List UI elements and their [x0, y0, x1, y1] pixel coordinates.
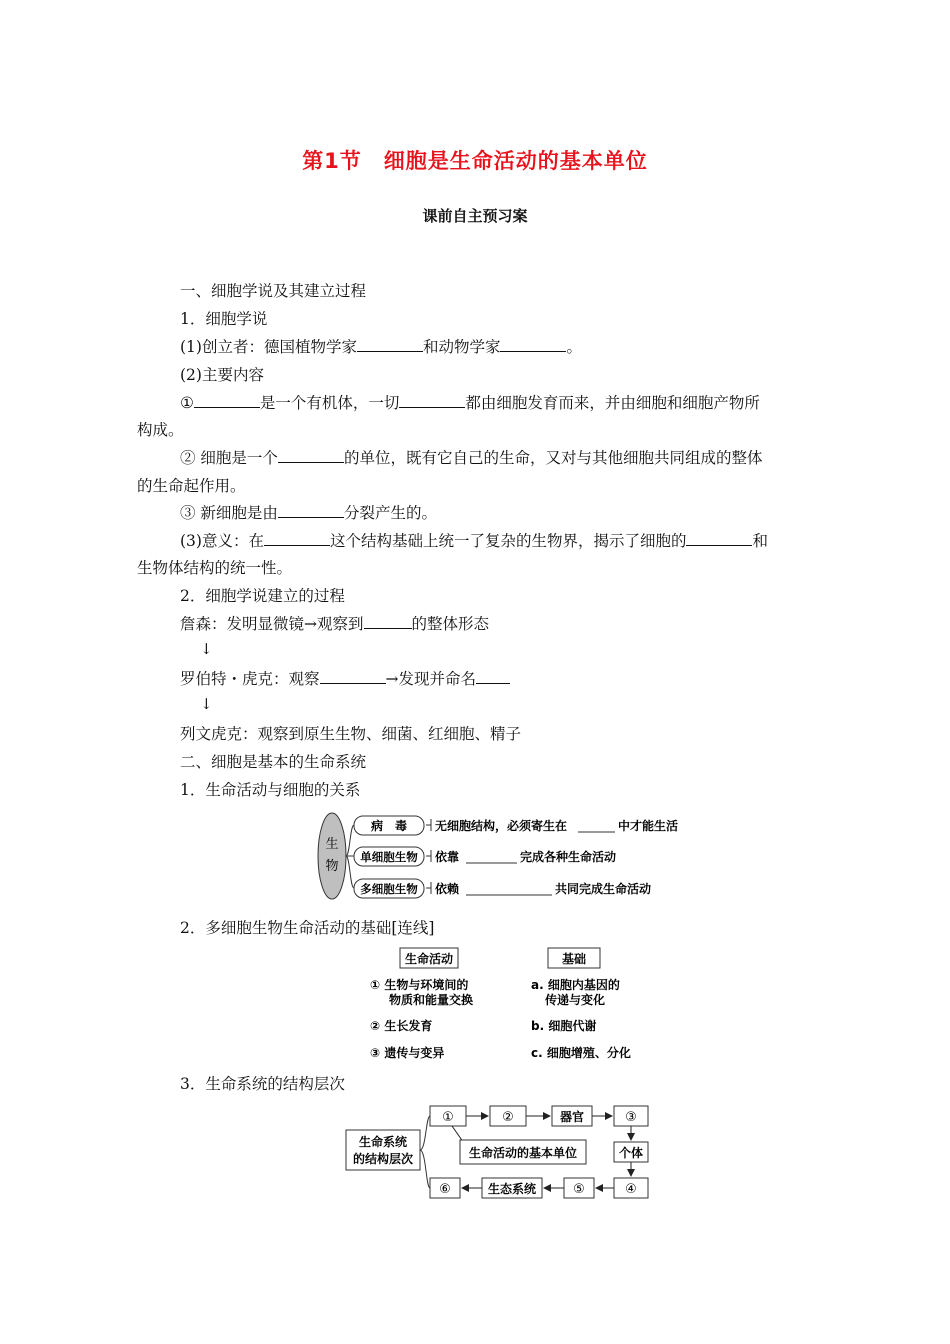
multicellular-text-a: 依赖 [435, 882, 460, 896]
left-item-1-line2: 物质和能量交换 [389, 993, 474, 1007]
level-organ: 器官 [559, 1110, 585, 1124]
text: 分裂产生的。 [343, 504, 437, 522]
text: (1)创立者：德国植物学家 [180, 338, 357, 356]
paragraph-significance-cont: 生物体结构的统一性。 [137, 559, 293, 577]
right-header: 基础 [561, 952, 587, 966]
fill-blank[interactable] [194, 393, 260, 408]
level-5: ⑤ [573, 1182, 585, 1197]
label-multicellular: 多细胞生物 [360, 882, 418, 896]
text: 和动物学家 [422, 338, 501, 356]
fill-blank[interactable] [320, 669, 386, 684]
bracket [426, 882, 431, 894]
fill-blank[interactable] [278, 503, 344, 518]
right-item-a-line2: 传递与变化 [545, 993, 606, 1007]
left-item-2: ② 生长发育 [370, 1019, 433, 1033]
unicellular-text-a: 依靠 [435, 850, 460, 864]
center-ellipse [318, 813, 346, 899]
page-title: 第1节 细胞是生命活动的基本单位 [302, 149, 648, 173]
right-item-b: b. 细胞代谢 [531, 1019, 597, 1033]
fill-blank[interactable] [364, 614, 412, 629]
label-virus: 病 毒 [370, 819, 408, 833]
subheading-main-content: (2)主要内容 [180, 366, 264, 384]
fill-blank[interactable] [500, 337, 566, 352]
section-heading-2: 二、细胞是基本的生命系统 [180, 753, 367, 771]
text: →发现并命名 [385, 670, 477, 688]
center-label-2: 物 [325, 859, 339, 874]
note-basic-unit: 生命活动的基本单位 [468, 1146, 578, 1160]
text: 。 [566, 338, 582, 356]
text: 是一个有机体，一切 [259, 394, 400, 412]
branch-line [346, 825, 354, 856]
center-label-1: 生 [325, 837, 339, 852]
text: ③ 新细胞是由 [180, 504, 278, 522]
fill-blank[interactable] [278, 448, 344, 463]
text: 罗伯特・虎克：观察 [180, 670, 320, 688]
paragraph-point-3 [180, 503, 437, 523]
root-line1: 生命系统 [358, 1135, 408, 1149]
virus-text-a: 无细胞结构，必须寄生在 [435, 819, 568, 833]
fill-blank[interactable] [357, 337, 423, 352]
fill-blank[interactable] [686, 531, 752, 546]
subheading-history: 2．细胞学说建立的过程 [180, 587, 345, 605]
subheading-cell-theory: 1．细胞学说 [180, 310, 268, 328]
paragraph-point-2-cont: 的生命起作用。 [137, 477, 246, 495]
text: 的单位，既有它自己的生命，又对与其他细胞共同组成的整体 [343, 449, 763, 467]
level-4: ④ [625, 1182, 637, 1197]
level-2: ② [502, 1110, 514, 1125]
paragraph-point-2 [180, 448, 762, 468]
paragraph-founders [180, 337, 582, 357]
fill-blank[interactable] [476, 669, 510, 684]
left-header: 生命活动 [404, 952, 454, 966]
level-individual: 个体 [618, 1146, 644, 1160]
root-line2: 的结构层次 [352, 1152, 414, 1166]
text: 这个结构基础上统一了复杂的生物界，揭示了细胞的 [329, 532, 687, 550]
left-item-1-line1: ① 生物与环境间的 [370, 978, 469, 992]
subheading-matching: 2．多细胞生物生命活动的基础[连线] [180, 919, 435, 937]
unicellular-text-b: 完成各种生命活动 [520, 850, 617, 864]
right-item-a-line1: a. 细胞内基因的 [531, 978, 620, 992]
history-step-leeuwenhoek: 列文虎克：观察到原生生物、细菌、红细胞、精子 [180, 725, 522, 743]
text: 和 [752, 532, 768, 550]
page-subtitle: 课前自主预习案 [422, 207, 528, 225]
branch-line [420, 1116, 430, 1150]
text: 詹森：发明显微镜→观察到 [180, 615, 364, 633]
left-item-3: ③ 遗传与变异 [370, 1046, 445, 1060]
down-arrow-icon: ↓ [200, 695, 213, 713]
multicellular-text-b: 共同完成生命活动 [555, 882, 652, 896]
level-3: ③ [625, 1110, 637, 1125]
branch-line [420, 1150, 430, 1188]
text: 都由细胞发育而来，并由细胞和细胞产物所 [465, 394, 760, 412]
section-heading-1: 一、细胞学说及其建立过程 [180, 282, 367, 300]
text: 的整体形态 [411, 615, 490, 633]
organism-cell-diagram [314, 810, 694, 902]
paragraph-point-1 [180, 393, 760, 413]
branch-line [346, 856, 354, 888]
level-ecosystem: 生态系统 [487, 1182, 537, 1196]
subheading-relation: 1．生命活动与细胞的关系 [180, 781, 361, 799]
text: ① [180, 394, 194, 412]
down-arrow-icon: ↓ [200, 640, 213, 658]
fill-blank[interactable] [399, 393, 465, 408]
history-step-hooke [180, 669, 510, 689]
label-unicellular: 单细胞生物 [360, 850, 418, 864]
text: ② 细胞是一个 [180, 449, 278, 467]
subheading-levels: 3．生命系统的结构层次 [180, 1075, 345, 1093]
matching-diagram [360, 946, 650, 1068]
level-1: ① [442, 1110, 454, 1125]
bracket [426, 850, 431, 862]
text: (3)意义：在 [180, 532, 264, 550]
paragraph-point-1-cont: 构成。 [137, 421, 184, 439]
right-item-c: c. 细胞增殖、分化 [531, 1046, 631, 1060]
life-system-levels-diagram [338, 1100, 654, 1204]
paragraph-significance [180, 531, 768, 551]
fill-blank[interactable] [264, 531, 330, 546]
history-step-janssen [180, 614, 489, 634]
bracket [426, 819, 431, 831]
level-6: ⑥ [439, 1182, 451, 1197]
virus-text-b: 中才能生活 [618, 819, 679, 833]
